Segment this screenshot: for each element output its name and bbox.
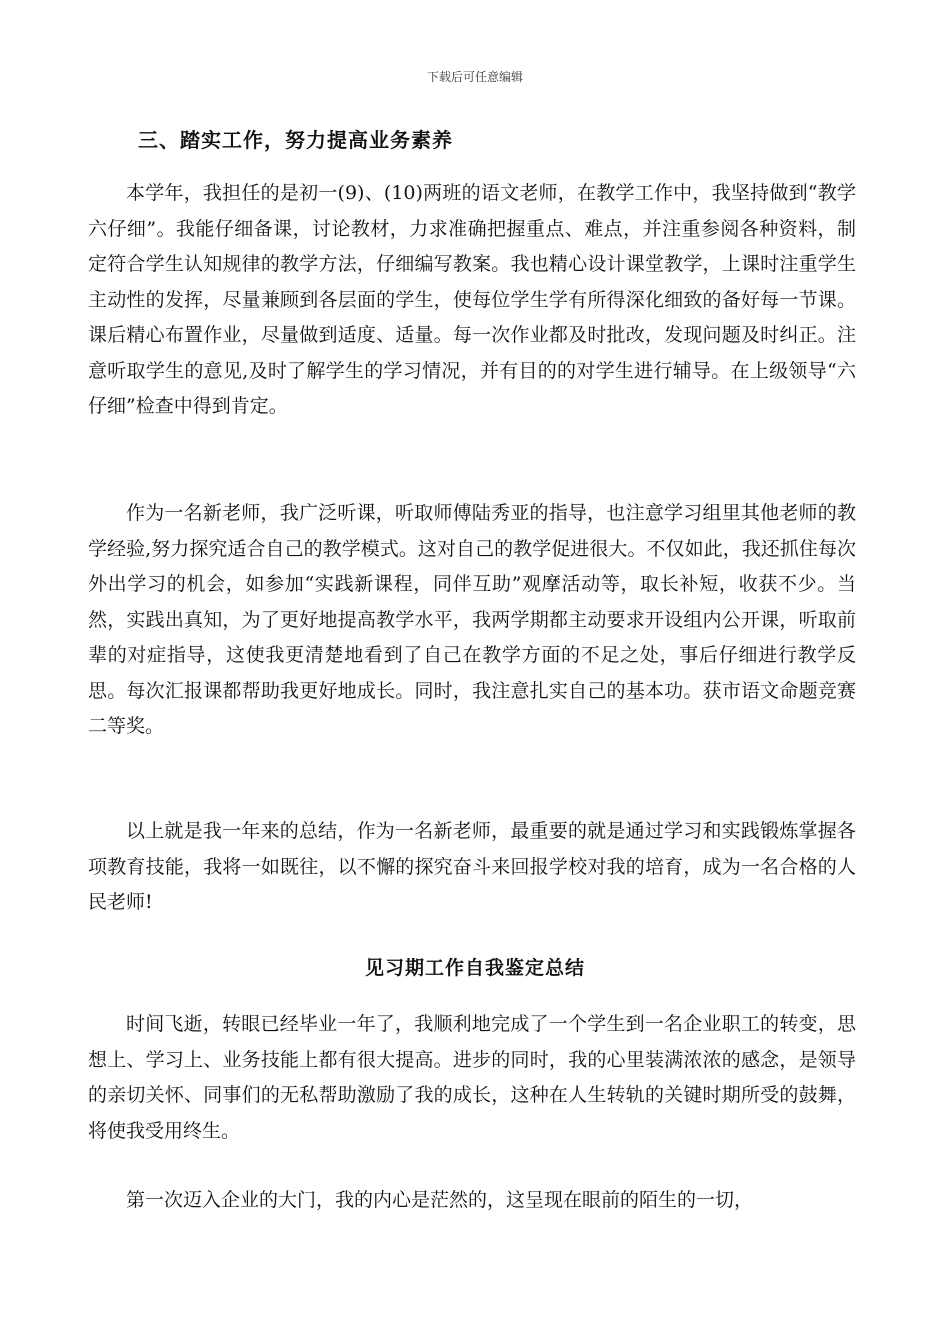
header-note: 下载后可任意编辑: [426, 70, 523, 84]
section-heading: 三、踏实工作，努力提高业务素养: [138, 128, 453, 152]
paragraph: 本学年，我担任的是初一(9)、(10)两班的语文老师，在教学工作中，我坚持做到“教学六仔细”。我能仔细备课，讨论教材，力求准确把握重点、难点，并注重参阅各种资料，制定符合学生认知规律的教学方法，仔细编写教案。我也精心设计课堂教学，上课时注重学生主动性的发挥，尽量兼顾到各层面的学生，使每位学生学有所得深化细致的备好每一节课。课后精心布置作业，尽量做到适度、适量。每一次作业都及时批改，发现问题及时纠正。注意听取学生的意见,及时了解学生的学习情况，并有目的的对学生进行辅导。在上级领导“六仔细”检查中得到肯定。: [88, 182, 856, 417]
paragraph: 以上就是我一年来的总结，作为一名新老师，最重要的就是通过学习和实践锻炼掌握各项教育技能，我将一如既往，以不懈的探究奋斗来回报学校对我的培育，成为一名合格的人民老师!: [88, 820, 856, 913]
paragraph: 时间飞逝，转眼已经毕业一年了，我顺利地完成了一个学生到一名企业职工的转变，思想上、学习上、业务技能上都有很大提高。进步的同时，我的心里装满浓浓的感念，是领导的亲切关怀、同事们的无私帮助激励了我的成长，这种在人生转轨的关键时期所受的鼓舞，将使我受用终生。: [88, 1013, 856, 1142]
paragraph: 第一次迈入企业的大门，我的内心是茫然的，这呈现在眼前的陌生的一切，: [126, 1189, 754, 1211]
document-title: 见习期工作自我鉴定总结: [364, 957, 585, 979]
paragraph: 作为一名新老师，我广泛听课，听取师傅陆秀亚的指导，也注意学习组里其他老师的教学经验,努力探究适合自己的教学模式。这对自己的教学促进很大。不仅如此，我还抓住每次外出学习的机会，如参加“实践新课程，同伴互助”观摩活动等，取长补短，收获不少。当然，实践出真知，为了更好地提高教学水平，我两学期都主动要求开设组内公开课，听取前辈的对症指导，这使我更清楚地看到了自己在教学方面的不足之处，事后仔细进行教学反思。每次汇报课都帮助我更好地成长。同时，我注意扎实自己的基本功。获市语文命题竞赛二等奖。: [88, 502, 856, 737]
